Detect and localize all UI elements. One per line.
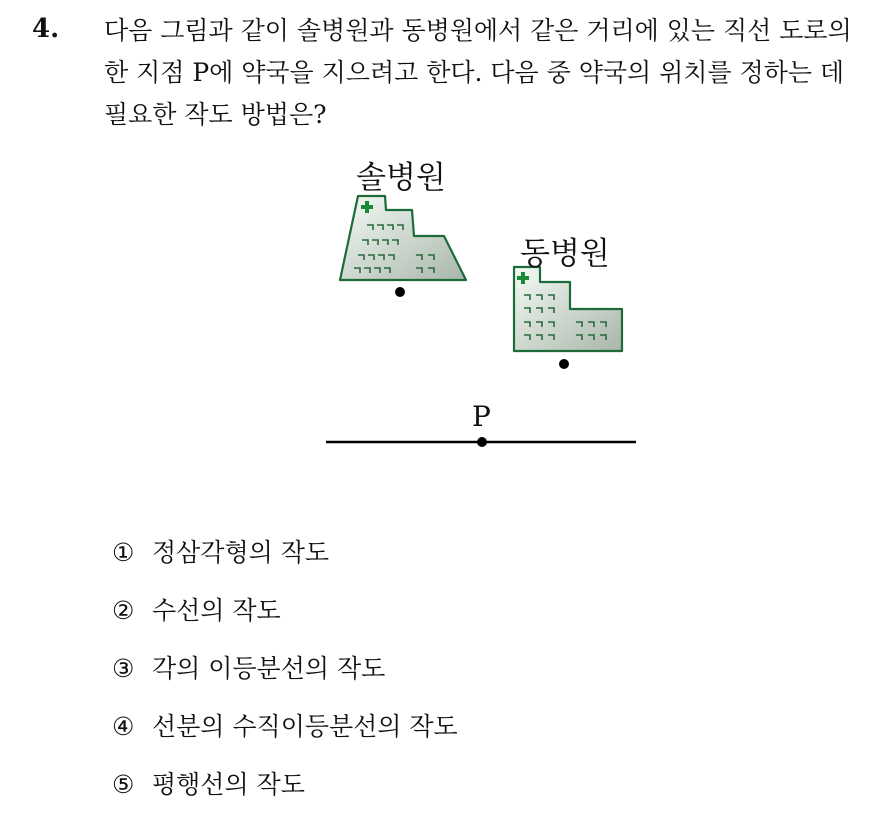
hospital-building-icon: [340, 196, 466, 280]
choice-text: 정삼각형의 작도: [152, 538, 329, 567]
answer-choice[interactable]: [112, 710, 458, 768]
answer-choice[interactable]: [112, 536, 458, 594]
choice-number: ⑤: [112, 770, 135, 799]
choice-text: 평행선의 작도: [152, 770, 305, 799]
point-p-label: P: [472, 400, 491, 433]
answer-choice[interactable]: [112, 768, 458, 826]
choice-text: 수선의 작도: [152, 596, 281, 625]
choice-text: 각의 이등분선의 작도: [152, 654, 386, 683]
hospital-building-icon: [514, 267, 622, 351]
choice-number: ②: [112, 596, 135, 625]
question-line: 한 지점 P에 약국을 지으려고 한다. 다음 중 약국의 위치를 정하는 데: [104, 58, 845, 87]
hospital-dong-label: 동병원: [520, 236, 610, 272]
choice-text: 선분의 수직이등분선의 작도: [152, 712, 458, 741]
point-p: [477, 437, 487, 447]
figure: [320, 150, 650, 460]
question-text: [104, 10, 874, 136]
answer-choice[interactable]: [112, 652, 458, 710]
hospital-dong-point: [559, 359, 569, 369]
question-line: 필요한 작도 방법은?: [104, 100, 327, 129]
question-line: 다음 그림과 같이 솔병원과 동병원에서 같은 거리에 있는 직선 도로의: [104, 16, 852, 45]
choice-number: ①: [112, 538, 135, 567]
answer-choice[interactable]: [112, 594, 458, 652]
hospital-sol-label: 솔병원: [356, 160, 446, 196]
question-number: 4.: [32, 14, 60, 44]
hospital-sol-point: [395, 287, 405, 297]
choice-number: ④: [112, 712, 135, 741]
choice-number: ③: [112, 654, 135, 683]
answer-choices: [112, 536, 458, 826]
